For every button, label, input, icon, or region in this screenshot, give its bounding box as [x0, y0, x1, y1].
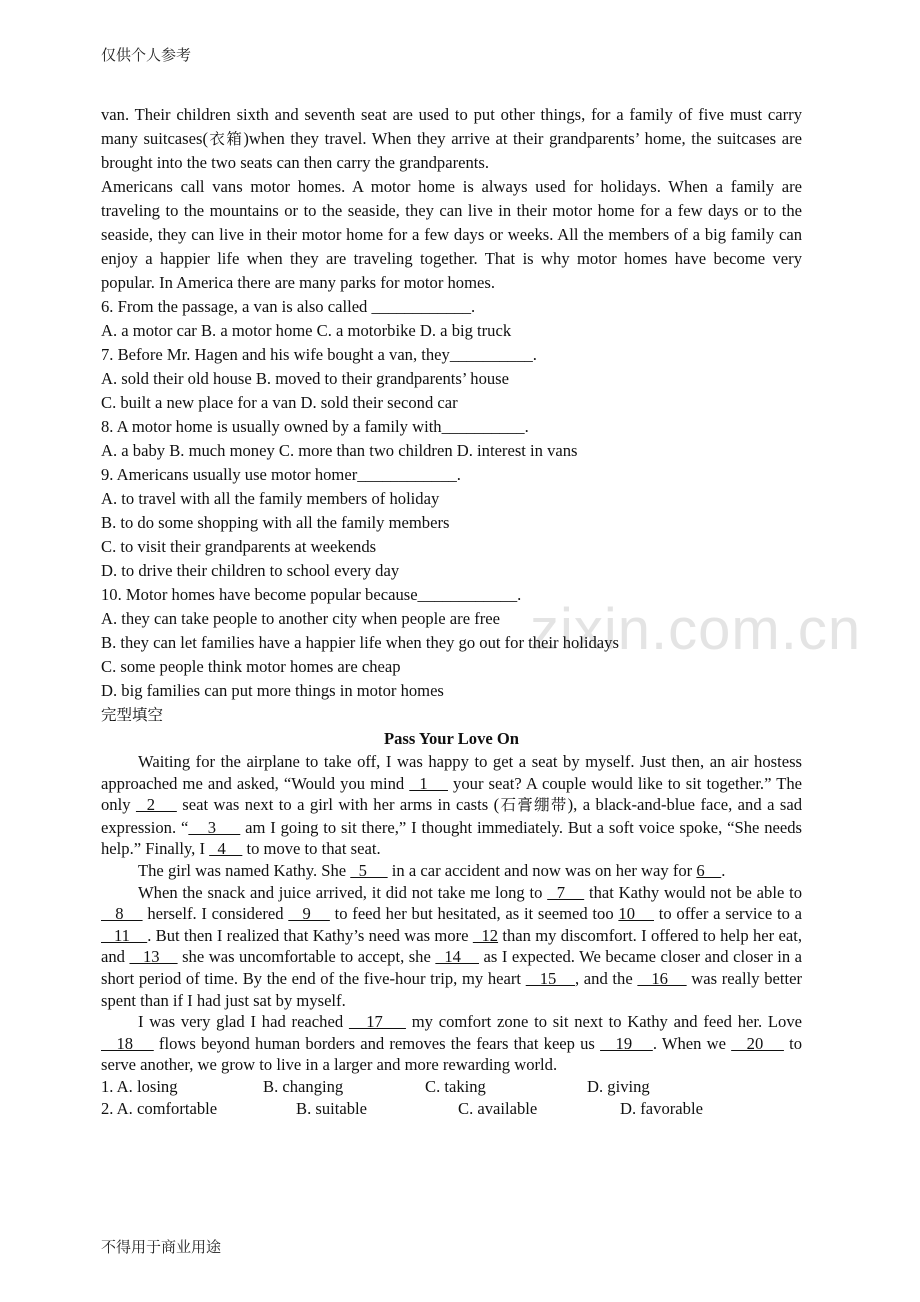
question-6-options: A. a motor car B. a motor home C. a motorbike D. a big truck	[101, 321, 512, 340]
blank-20: 20	[731, 1033, 784, 1053]
blank-15: 15	[525, 968, 575, 988]
question-7-options-cd: C. built a new place for a van D. sold their second car	[101, 393, 458, 412]
cloze-heading: 完型填空	[101, 706, 164, 724]
blank-17: 17	[348, 1012, 406, 1032]
question-10-option-a: A. they can take people to another city when people are free	[101, 609, 500, 628]
blank-6: 6	[696, 860, 722, 880]
page-content	[101, 103, 802, 1119]
option-text: C. taking	[425, 1076, 486, 1096]
option-text: 1. A. losing	[101, 1076, 178, 1096]
question-9: 9. Americans usually use motor homer____________.	[101, 465, 461, 484]
option-text: 2. A. comfortable	[101, 1098, 218, 1118]
question-7-options-ab: A. sold their old house B. moved to their grandparents’ house	[101, 369, 510, 388]
question-9-option-d: D. to drive their children to school every day	[101, 561, 400, 580]
blank-18: 18	[101, 1033, 154, 1053]
option-text: B. changing	[263, 1076, 344, 1096]
cloze-options-1	[101, 1076, 802, 1098]
blank-14: 14	[435, 947, 479, 967]
page-footer: 不得用于商业用途	[101, 1238, 222, 1256]
option-text: B. suitable	[296, 1098, 367, 1118]
blank-19: 19	[600, 1033, 653, 1053]
reading-paragraph-2: Americans call vans motor homes. A motor home is always used for holidays. When a family are traveling to the mountains or to the seaside, they can live in their motor home for a few days or to the seaside, they can live in their motor home for a few days or weeks. All the members of a big family can enjoy a happier life when they are traveling together. That is why motor homes have become very popular. In America there are many parks for motor homes.	[101, 177, 802, 292]
question-9-option-b: B. to do some shopping with all the family members	[101, 513, 450, 532]
cloze-paragraph-1: Waiting for the airplane to take off, I was happy to get a seat by myself. Just then, an air hostess approached me and asked, “Would you mind 1 your seat? A couple would like to sit together.” The only 2 seat was next to a girl with her arms in casts (石膏绷带), a black-and-blue face, and a sad expression. “ 3 am I going to sit there,” I thought immediately. But a soft voice spoke, “She needs help.” Finally, I 4 to move to that seat.	[101, 752, 803, 859]
question-8-options: A. a baby B. much money C. more than two children D. interest in vans	[101, 441, 578, 460]
blank-16: 16	[637, 968, 687, 988]
blank-9: 9	[288, 904, 330, 924]
blank-8: 8	[101, 904, 143, 924]
page-header: 仅供个人参考	[101, 46, 192, 64]
question-list	[101, 295, 802, 703]
blank-5: 5	[350, 860, 388, 880]
blank-1: 1	[409, 773, 448, 793]
question-10-option-c: C. some people think motor homes are cheap	[101, 657, 401, 676]
reading-paragraph-1: van. Their children sixth and seventh seat are used to put other things, for a family of five must carry many suitcases(衣箱)when they travel. When they arrive at their grandparents’ home, the suitcases are brought into the two seats can then carry the grandparents.	[101, 105, 802, 172]
blank-11: 11	[101, 925, 148, 945]
question-10-option-d: D. big families can put more things in motor homes	[101, 681, 444, 700]
question-10-option-b: B. they can let families have a happier life when they go out for their holidays	[101, 633, 619, 652]
option-text: C. available	[458, 1098, 538, 1118]
blank-4: 4	[209, 839, 243, 859]
cloze-paragraph-4: I was very glad I had reached 17 my comfort zone to sit next to Kathy and feed her. Love 18 flows beyond human borders and removes the fears that keep us 19 . When we 20 to serve another, we grow to live in a larger and more rewarding world.	[101, 1012, 802, 1075]
watermark: zixin.com.cn	[530, 597, 862, 662]
blank-7: 7	[547, 882, 585, 902]
question-9-option-c: C. to visit their grandparents at weekends	[101, 537, 377, 556]
cloze-title: Pass Your Love On	[383, 729, 520, 748]
blank-3: 3	[188, 817, 241, 837]
cloze-options-2	[101, 1098, 802, 1120]
cloze-paragraph-3: When the snack and juice arrived, it did not take me long to 7 that Kathy would not be able to 8 herself. I considered 9 to feed her but hesitated, as it seemed too 10 to offer a service to a 11 . But then I realized that Kathy’s need was more 12 than my discomfort. I offered to help her eat, and 13 she was uncomfortable to accept, she 14 as I expected. We became closer and closer in a short period of time. By the end of the five-hour trip, my heart 15 , and the 16 was really better spent than if I had just sat by myself.	[101, 882, 803, 1010]
cloze-paragraph-2: The girl was named Kathy. She 5 in a car accident and now was on her way for 6 .	[138, 860, 726, 880]
blank-12: 12	[472, 925, 499, 945]
blank-2: 2	[135, 795, 177, 815]
option-text: D. giving	[587, 1076, 650, 1096]
question-10: 10. Motor homes have become popular because____________.	[101, 585, 522, 604]
question-7: 7. Before Mr. Hagen and his wife bought a van, they__________.	[101, 345, 537, 364]
question-8: 8. A motor home is usually owned by a family with__________.	[101, 417, 529, 436]
blank-10: 10	[618, 904, 654, 924]
option-text: D. favorable	[620, 1098, 703, 1118]
question-6: 6. From the passage, a van is also called ____________.	[101, 297, 476, 316]
blank-13: 13	[129, 947, 178, 967]
question-9-option-a: A. to travel with all the family members of holiday	[101, 489, 440, 508]
